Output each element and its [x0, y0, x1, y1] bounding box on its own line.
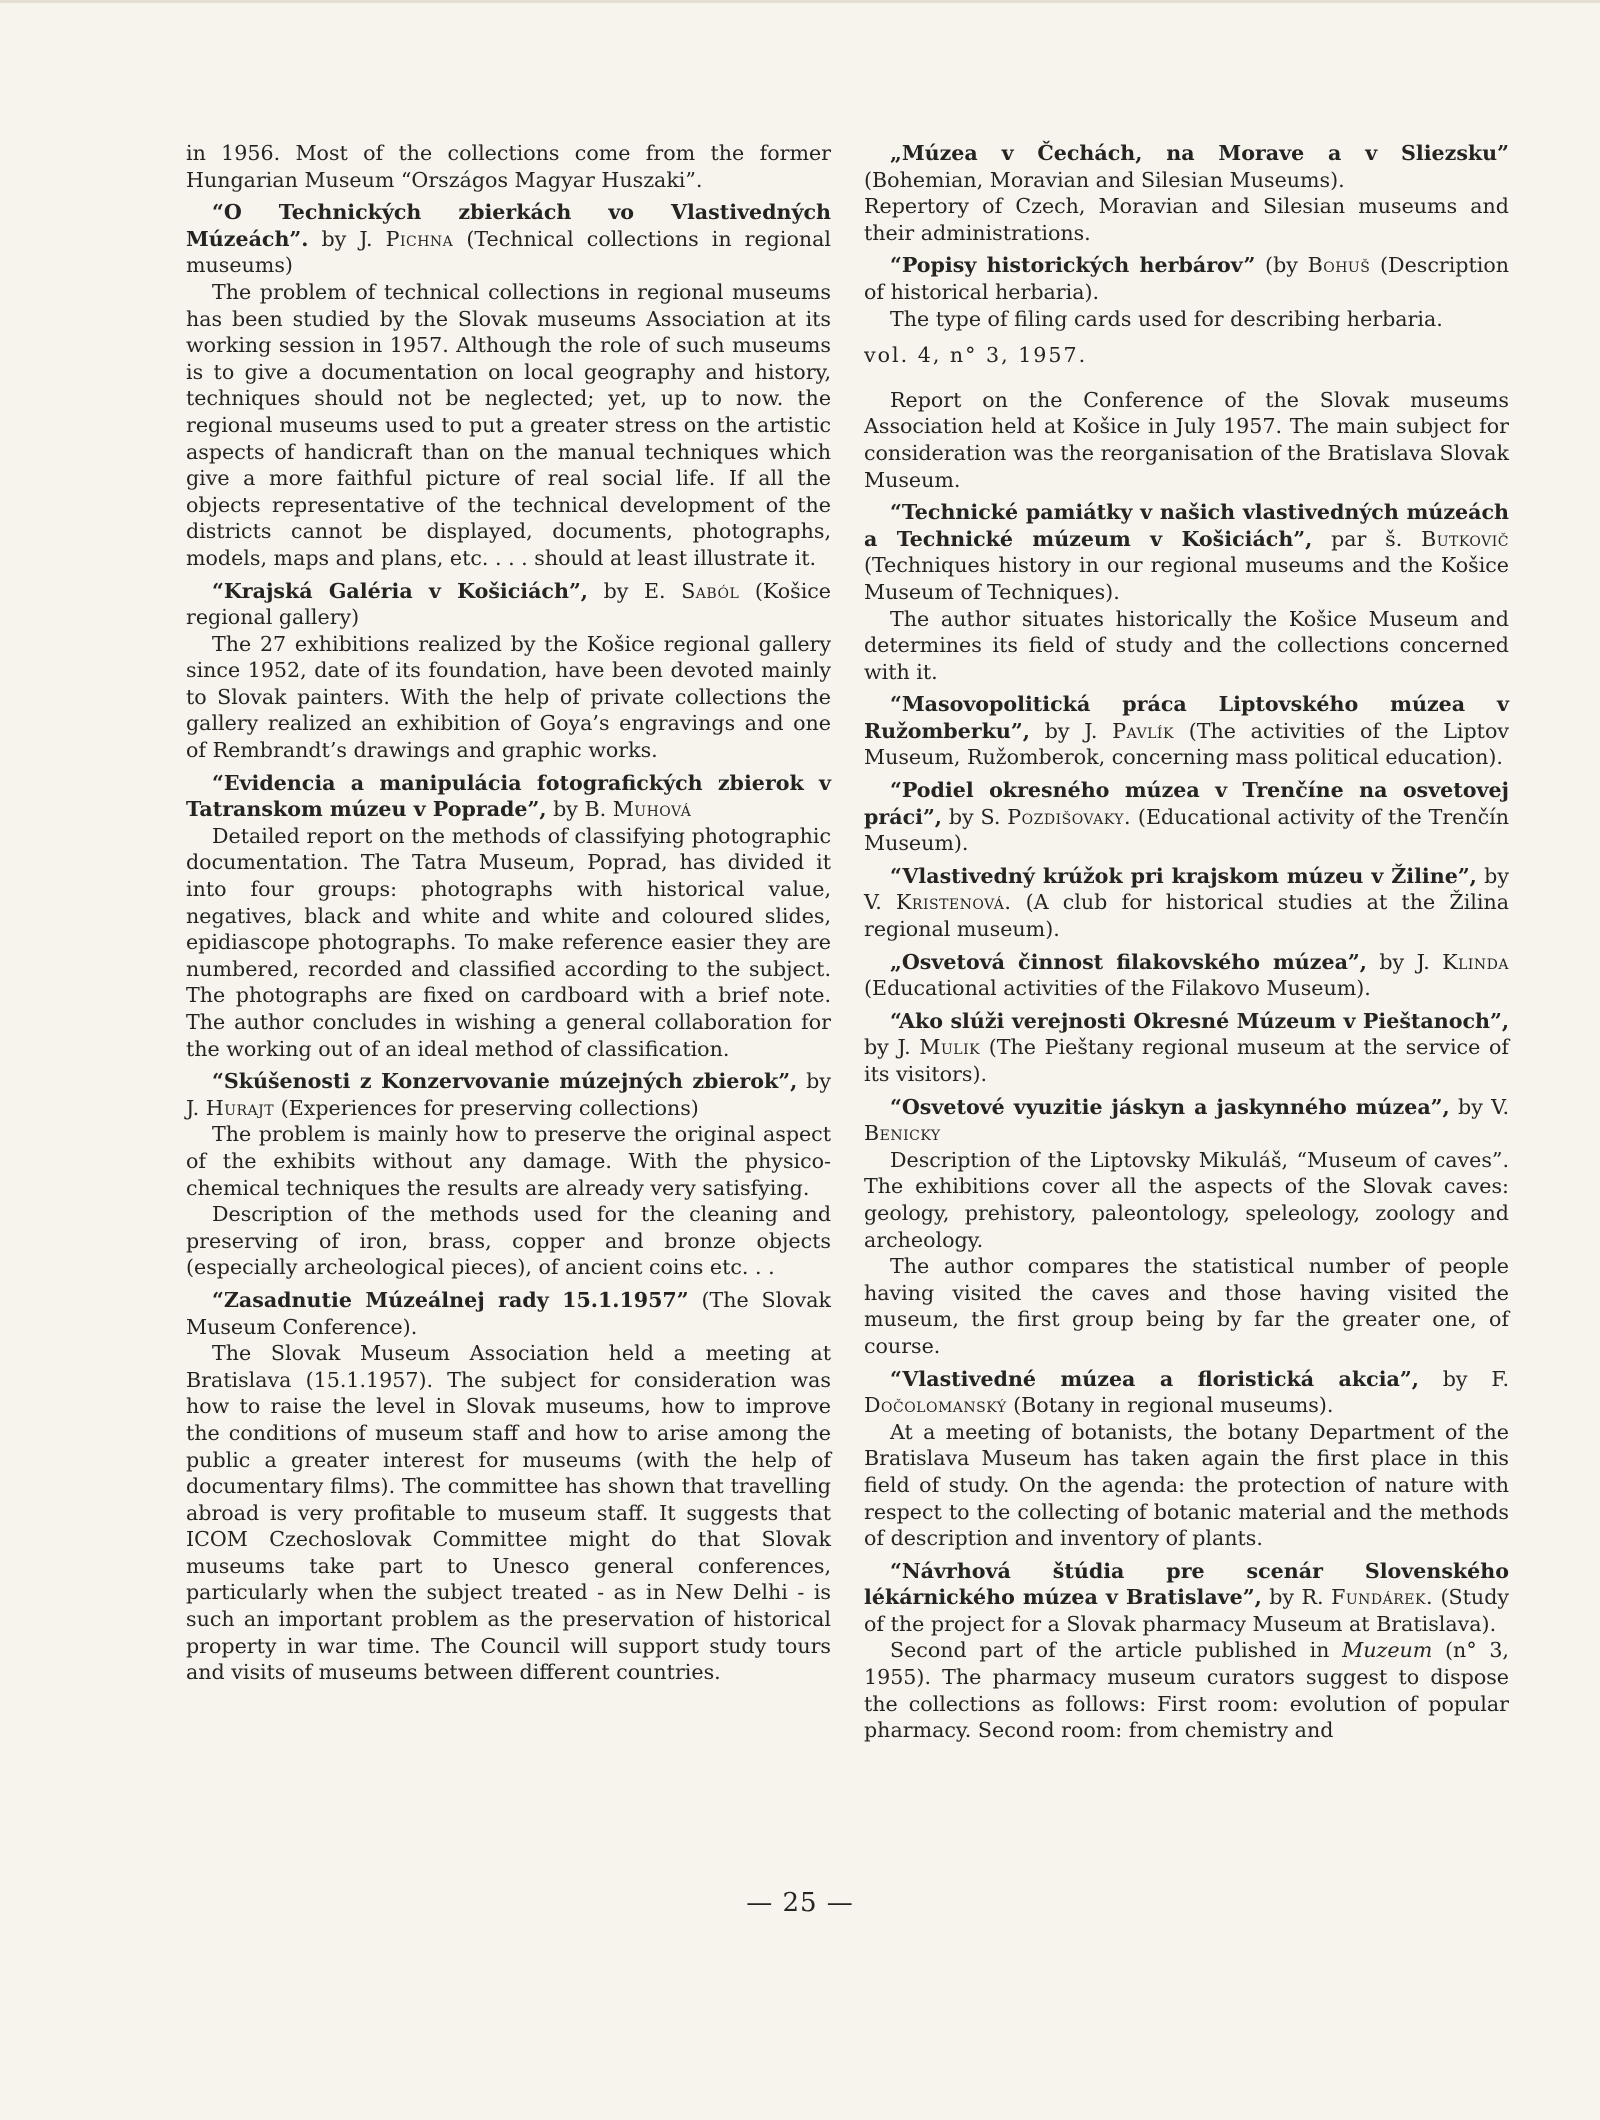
article-entry	[186, 199, 831, 279]
article-title: “Masovopolitická práca Liptovského múzea v Ružomberku”,	[864, 692, 1509, 743]
article-entry	[186, 1068, 831, 1121]
article-title: “Ako slúži verejnosti Okresné Múzeum v Pieštanoch”,	[890, 1008, 1509, 1033]
volume-heading: vol. 4, n° 3, 1957.	[864, 343, 1088, 368]
journal-name: Muzeum	[1342, 1638, 1433, 1663]
article-title: „Múzea v Čechách, na Morave a v Sliezsku”	[890, 141, 1509, 165]
article-title: “Krajská Galéria v Košiciách”,	[212, 578, 588, 603]
paragraph-text: Second part of the article published in	[890, 1638, 1343, 1663]
author-name: Butkovič	[1421, 526, 1509, 551]
author-name: Bohuš	[1307, 253, 1371, 278]
paragraph: Repertory of Czech, Moravian and Silesian museums and their administrations.	[864, 194, 1509, 245]
article-title: “Zasadnutie Múzeálnej rady 15.1.1957”	[212, 1287, 689, 1312]
author-name: Mulik	[919, 1035, 981, 1060]
author-name: Fundárek.	[1331, 1585, 1434, 1610]
article-entry	[864, 140, 1509, 193]
byline: by F.	[1418, 1366, 1509, 1391]
paragraph: in 1956. Most of the collections come from the former Hungarian Museum “Országos Magyar Huszaki”.	[186, 141, 831, 192]
article-entry	[864, 691, 1509, 771]
byline: (Bohemian, Moravian and Silesian Museums).	[864, 167, 1345, 192]
article-entry	[864, 1558, 1509, 1638]
author-name: Hurajt	[205, 1095, 275, 1120]
author-name: Muhová	[612, 797, 692, 822]
article-subtitle: (Study of the project for a Slovak pharmacy Museum at Bratislava).	[864, 1585, 1510, 1636]
author-name: Saból	[681, 578, 740, 603]
article-entry	[864, 252, 1509, 305]
paragraph: Detailed report on the methods of classifying photographic documentation. The Tatra Museum, Poprad, has divided it into four groups: photographs with historical value, negatives, black and white and white and coloured slides, epidiascope photographs. To make reference easier they are numbered, recorded and classified according to the subject. The photographs are fixed on cardboard with a brief note. The author concludes in wishing a general collaboration for the working out of an ideal method of classification.	[186, 823, 831, 1061]
article-title: “Vlastivedný krúžok pri krajskom múzeu v Žiline”,	[890, 863, 1477, 888]
byline: (by	[1255, 253, 1308, 278]
article-subtitle: (Technical collections in regional museums)	[186, 226, 831, 278]
paragraph: The author compares the statistical number of people having visited the caves and those having visited the museum, the first group being by far the greater one, of course.	[864, 1254, 1509, 1358]
page-edge	[0, 0, 1600, 3]
paragraph: At a meeting of botanists, the botany Department of the Bratislava Museum has taken again the first place in this field of study. On the agenda: the protection of nature with respect to the collecting of botanic material and the methods of description and inventory of plants.	[864, 1419, 1509, 1551]
author-name: Klinda	[1442, 949, 1509, 974]
byline: by J.	[1029, 718, 1113, 743]
left-column	[186, 140, 831, 1692]
paragraph	[864, 1637, 1509, 1743]
article-title: “Návrhová štúdia pre scenár Slovenského lékárnického múzea v Bratislave”,	[864, 1558, 1509, 1610]
paragraph: The 27 exhibitions realized by the Košice regional gallery since 1952, date of its foundation, have been devoted mainly to Slovak painters. With the help of private collections the gallery realized an exhibition of Goya’s engravings and one of Rembrandt’s drawings and graphic works.	[186, 631, 831, 763]
article-title: “Skúšenosti z Konzervovanie múzejných zbierok”,	[212, 1069, 798, 1094]
article-title: “Osvetové vyuzitie jáskyn a jaskynného múzea”,	[890, 1094, 1450, 1119]
author-name: Kristenová.	[896, 890, 1012, 915]
article-entry	[864, 1366, 1509, 1419]
article-entry	[864, 863, 1509, 943]
byline: by V.	[864, 863, 1509, 915]
author-name: Pavlík	[1112, 718, 1174, 743]
author-name: Pichna	[385, 226, 454, 251]
page-number: — 25 —	[746, 1888, 854, 1918]
article-entry	[186, 770, 831, 823]
byline: by S.	[941, 804, 1008, 829]
byline: by V.	[1449, 1094, 1509, 1119]
article-entry	[864, 1094, 1509, 1147]
article-title: “Vlastivedné múzea a floristická akcia”,	[890, 1366, 1419, 1391]
article-subtitle: (Description of historical herbaria).	[864, 253, 1509, 304]
paragraph: The problem of technical collections in regional museums has been studied by the Slovak museums Association at its working session in 1957. Although the role of such museums is to give a documentation on local geography and history, techniques should not be neglected; yet, up to now. the regional museums used to put a greater stress on the artistic aspects of handicraft than on the manual techniques which give a more faithful picture of real social life. If all the objects representative of the technical development of the districts cannot be displayed, documents, photographs, models, maps and plans, etc. . . . should at least illustrate it.	[186, 279, 831, 570]
byline: by J.	[864, 1035, 920, 1060]
byline: by R.	[1261, 1585, 1332, 1610]
author-name: Pozdišovaky.	[1007, 804, 1132, 829]
paragraph-text: (n° 3, 1955). The pharmacy museum curators suggest to dispose the collections as follows: First room: evolution of popular pharmacy. Second room: from chemistry and	[864, 1638, 1509, 1743]
article-subtitle: (Botany in regional museums).	[1006, 1393, 1334, 1418]
byline: by J.	[1366, 949, 1443, 974]
byline: by E.	[587, 578, 682, 603]
paragraph: Description of the methods used for the cleaning and preserving of iron, brass, copper and bronze objects (especially archeological pieces), of ancient coins etc. . .	[186, 1202, 831, 1280]
article-subtitle: (The activities of the Liptov Museum, Ružomberok, concerning mass political education).	[864, 718, 1509, 770]
article-entry	[186, 578, 831, 631]
article-entry	[186, 1287, 831, 1340]
article-subtitle: (Educational activities of the Filakovo Museum).	[864, 976, 1371, 1001]
article-title: “Evidencia a manipulácia fotografických zbierok v Tatranskom múzeu v Poprade”,	[186, 770, 831, 822]
author-name: Benicky	[864, 1121, 941, 1146]
paragraph: The type of filing cards used for describing herbaria.	[890, 306, 1443, 331]
byline: by B.	[546, 797, 613, 822]
article-entry	[864, 949, 1509, 1002]
byline: by J.	[186, 1069, 831, 1120]
author-name: Dočolomanský	[864, 1393, 1007, 1418]
article-entry	[864, 777, 1509, 857]
paragraph: The author situates historically the Košice Museum and determines its field of study and the collections concerned with it.	[864, 606, 1509, 684]
article-subtitle: (Techniques history in our regional museums and the Košice Museum of Techniques).	[864, 553, 1509, 604]
byline: par š.	[1312, 526, 1422, 551]
byline: (The Slovak Museum Conference).	[186, 1287, 831, 1339]
article-subtitle: (Experiences for preserving collections)	[274, 1095, 699, 1120]
article-title: “Podiel okresného múzea v Trenčíne na osvetovej práci”,	[864, 778, 1509, 829]
paragraph: Report on the Conference of the Slovak museums Association held at Košice in July 1957. The main subject for consideration was the reorganisation of the Bratislava Slovak Museum.	[864, 387, 1509, 492]
article-title: “Popisy historických herbárov”	[890, 253, 1256, 278]
article-subtitle: (Košice regional gallery)	[186, 578, 831, 630]
article-title: „Osvetová činnost filakovského múzea”,	[890, 949, 1367, 974]
paragraph: The Slovak Museum Association held a meeting at Bratislava (15.1.1957). The subject for consideration was how to raise the level in Slovak museums, how to improve the conditions of museum staff and how to arise among the public a greater interest for museums (with the help of documentary films). The committee has shown that travelling abroad is very profitable to museum staff. It suggests that ICOM Czechoslovak Committee might do that Slovak museums take part to Unesco general conferences, particularly when the subject treated - as in New Delhi - is such an important problem as the preservation of historical property in war time. The Council will support study tours and visits of museums between different countries.	[186, 1341, 831, 1685]
article-subtitle: (Educational activity of the Trenčín Museum).	[864, 804, 1509, 856]
article-subtitle: (A club for historical studies at the Žilina regional museum).	[864, 890, 1509, 942]
byline: by J.	[308, 226, 386, 251]
article-title: “O Technických zbierkách vo Vlastivedných Múzeách”.	[186, 200, 831, 251]
article-entry	[864, 499, 1509, 605]
article-entry	[864, 1008, 1509, 1088]
article-title: “Technické pamiátky v našich vlastivedných múzeách a Technické múzeum v Košiciách”,	[864, 500, 1509, 551]
paragraph: The problem is mainly how to preserve the original aspect of the exhibits without any damage. With the physico-chemical techniques the results are already very satisfying.	[186, 1122, 831, 1200]
right-column	[864, 140, 1509, 1750]
paragraph: Description of the Liptovsky Mikuláš, “Museum of caves”. The exhibitions cover all the aspects of the Slovak caves: geology, prehistory, paleontology, speleology, zoology and archeology.	[864, 1147, 1509, 1252]
article-subtitle: (The Pieštany regional museum at the service of its visitors).	[864, 1035, 1509, 1086]
